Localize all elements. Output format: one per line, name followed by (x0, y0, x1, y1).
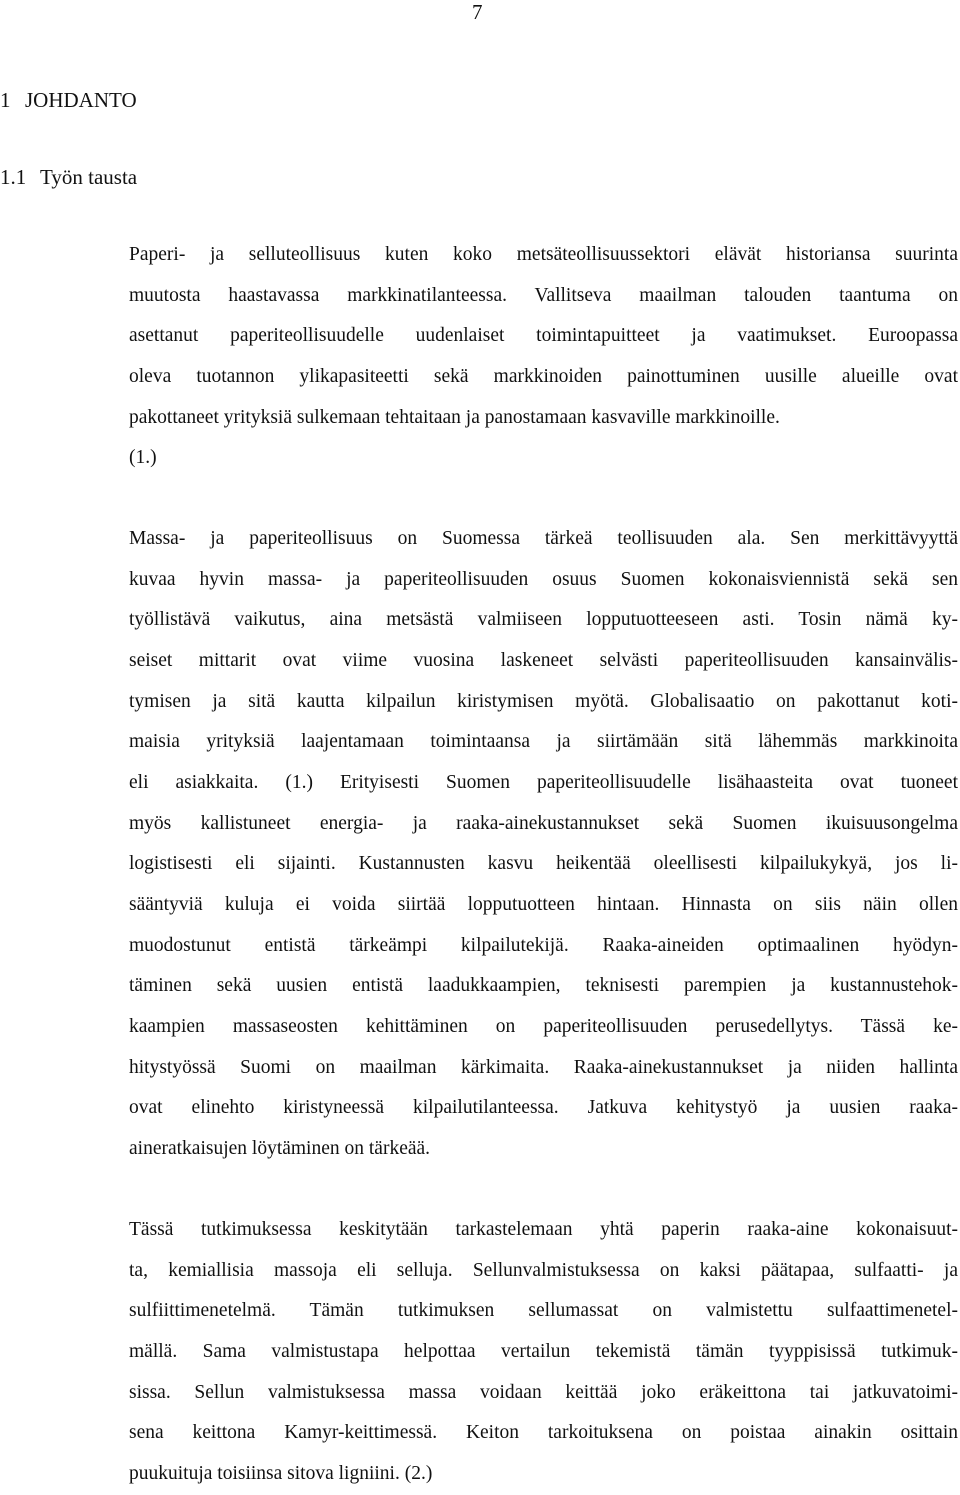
paragraph-line: ovat elinehto kiristyneessä kilpailutilanteessa. Jatkuva kehitystyö ja uusien raaka- (129, 1097, 958, 1118)
section-title: Työn tausta (40, 165, 138, 189)
paragraph-line: asettanut paperiteollisuudelle uudenlaiset toimintapuitteet ja vaatimukset. Euroopassa (129, 325, 958, 346)
paragraph-line: aineratkaisujen löytäminen on tärkeää. (129, 1138, 431, 1159)
paragraph-line: oleva tuotannon ylikapasiteetti sekä markkinoiden painottuminen uusille alueille ovat (129, 366, 958, 387)
paragraph-line: Paperi- ja selluteollisuus kuten koko metsäteollisuussektori elävät historiansa suurinta (129, 244, 958, 265)
paragraph-line: puukuituja toisiinsa sitova ligniini. (2.) (129, 1463, 433, 1484)
section-number: 1.1 (0, 165, 27, 189)
paragraph-line: Tässä tutkimuksessa keskitytään tarkastelemaan yhtä paperin raaka-aine kokonaisuut- (129, 1219, 958, 1240)
paragraph-line: myös kallistuneet energia- ja raaka-ainekustannukset sekä Suomen ikuisuusongelma (129, 813, 958, 834)
paragraph-line: maisia yrityksiä laajentamaan toimintaansa ja siirtämään sitä lähemmäs markkinoita (129, 731, 958, 752)
paragraph-line: Massa- ja paperiteollisuus on Suomessa tärkeä teollisuuden ala. Sen merkittävyyttä (129, 528, 958, 549)
paragraph-line: sääntyviä kuluja ei voida siirtää lopputuotteen hintaan. Hinnasta on siis näin ollen (129, 894, 958, 915)
chapter-heading (0, 87, 137, 113)
paragraph-line: (1.) (129, 447, 157, 468)
section-heading (0, 164, 137, 190)
paragraph-line: täminen sekä uusien entistä laadukkaampien, teknisesti parempien ja kustannustehok- (129, 975, 958, 996)
paragraph-line: tymisen ja sitä kautta kilpailun kiristymisen myötä. Globalisaatio on pakottanut koti- (129, 691, 958, 712)
chapter-number: 1 (0, 88, 11, 112)
paragraph-line: sena keittona Kamyr-keittimessä. Keiton tarkoituksena on poistaa ainakin osittain (129, 1422, 958, 1443)
paragraph-line: eli asiakkaita. (1.) Erityisesti Suomen paperiteollisuudelle lisähaasteita ovat tuoneet (129, 772, 958, 793)
paragraph-line: logistisesti eli sijainti. Kustannusten kasvu heikentää oleellisesti kilpailukykyä, jos li- (129, 853, 958, 874)
paragraph-line: seiset mittarit ovat viime vuosina laskeneet selvästi paperiteollisuuden kansainvälis- (129, 650, 958, 671)
paragraph-line: muodostunut entistä tärkeämpi kilpailutekijä. Raaka-aineiden optimaalinen hyödyn- (129, 935, 958, 956)
paragraph-line: pakottaneet yrityksiä sulkemaan tehtaitaan ja panostamaan kasvaville markkinoille. (129, 407, 780, 428)
paragraph-line: ta, kemiallisia massoja eli selluja. Sellunvalmistuksessa on kaksi päätapaa, sulfaatti- ja (129, 1260, 958, 1281)
paragraph-line: sissa. Sellun valmistuksessa massa voidaan keittää joko eräkeittona tai jatkuvatoimi- (129, 1382, 958, 1403)
paragraph-line: muutosta haastavassa markkinatilanteessa. Vallitseva maailman talouden taantuma on (129, 285, 958, 306)
paragraph-line: mällä. Sama valmistustapa helpottaa vertailun tekemistä tämän tyyppisissä tutkimuk- (129, 1341, 958, 1362)
paragraph-line: kaampien massaseosten kehittäminen on paperiteollisuuden perusedellytys. Tässä ke- (129, 1016, 958, 1037)
paragraph-line: hitystyössä Suomi on maailman kärkimaita. Raaka-ainekustannukset ja niiden hallinta (129, 1057, 958, 1078)
paragraph-line: sulfiittimenetelmä. Tämän tutkimuksen sellumassat on valmistettu sulfaattimenetel- (129, 1300, 958, 1321)
paragraph-line: kuvaa hyvin massa- ja paperiteollisuuden osuus Suomen kokonaisviennistä sekä sen (129, 569, 958, 590)
page-number: 7 (472, 0, 483, 24)
paragraph-line: työllistävä vaikutus, aina metsästä valmiiseen lopputuotteeseen asti. Tosin nämä ky- (129, 609, 958, 630)
chapter-title: JOHDANTO (25, 88, 137, 112)
